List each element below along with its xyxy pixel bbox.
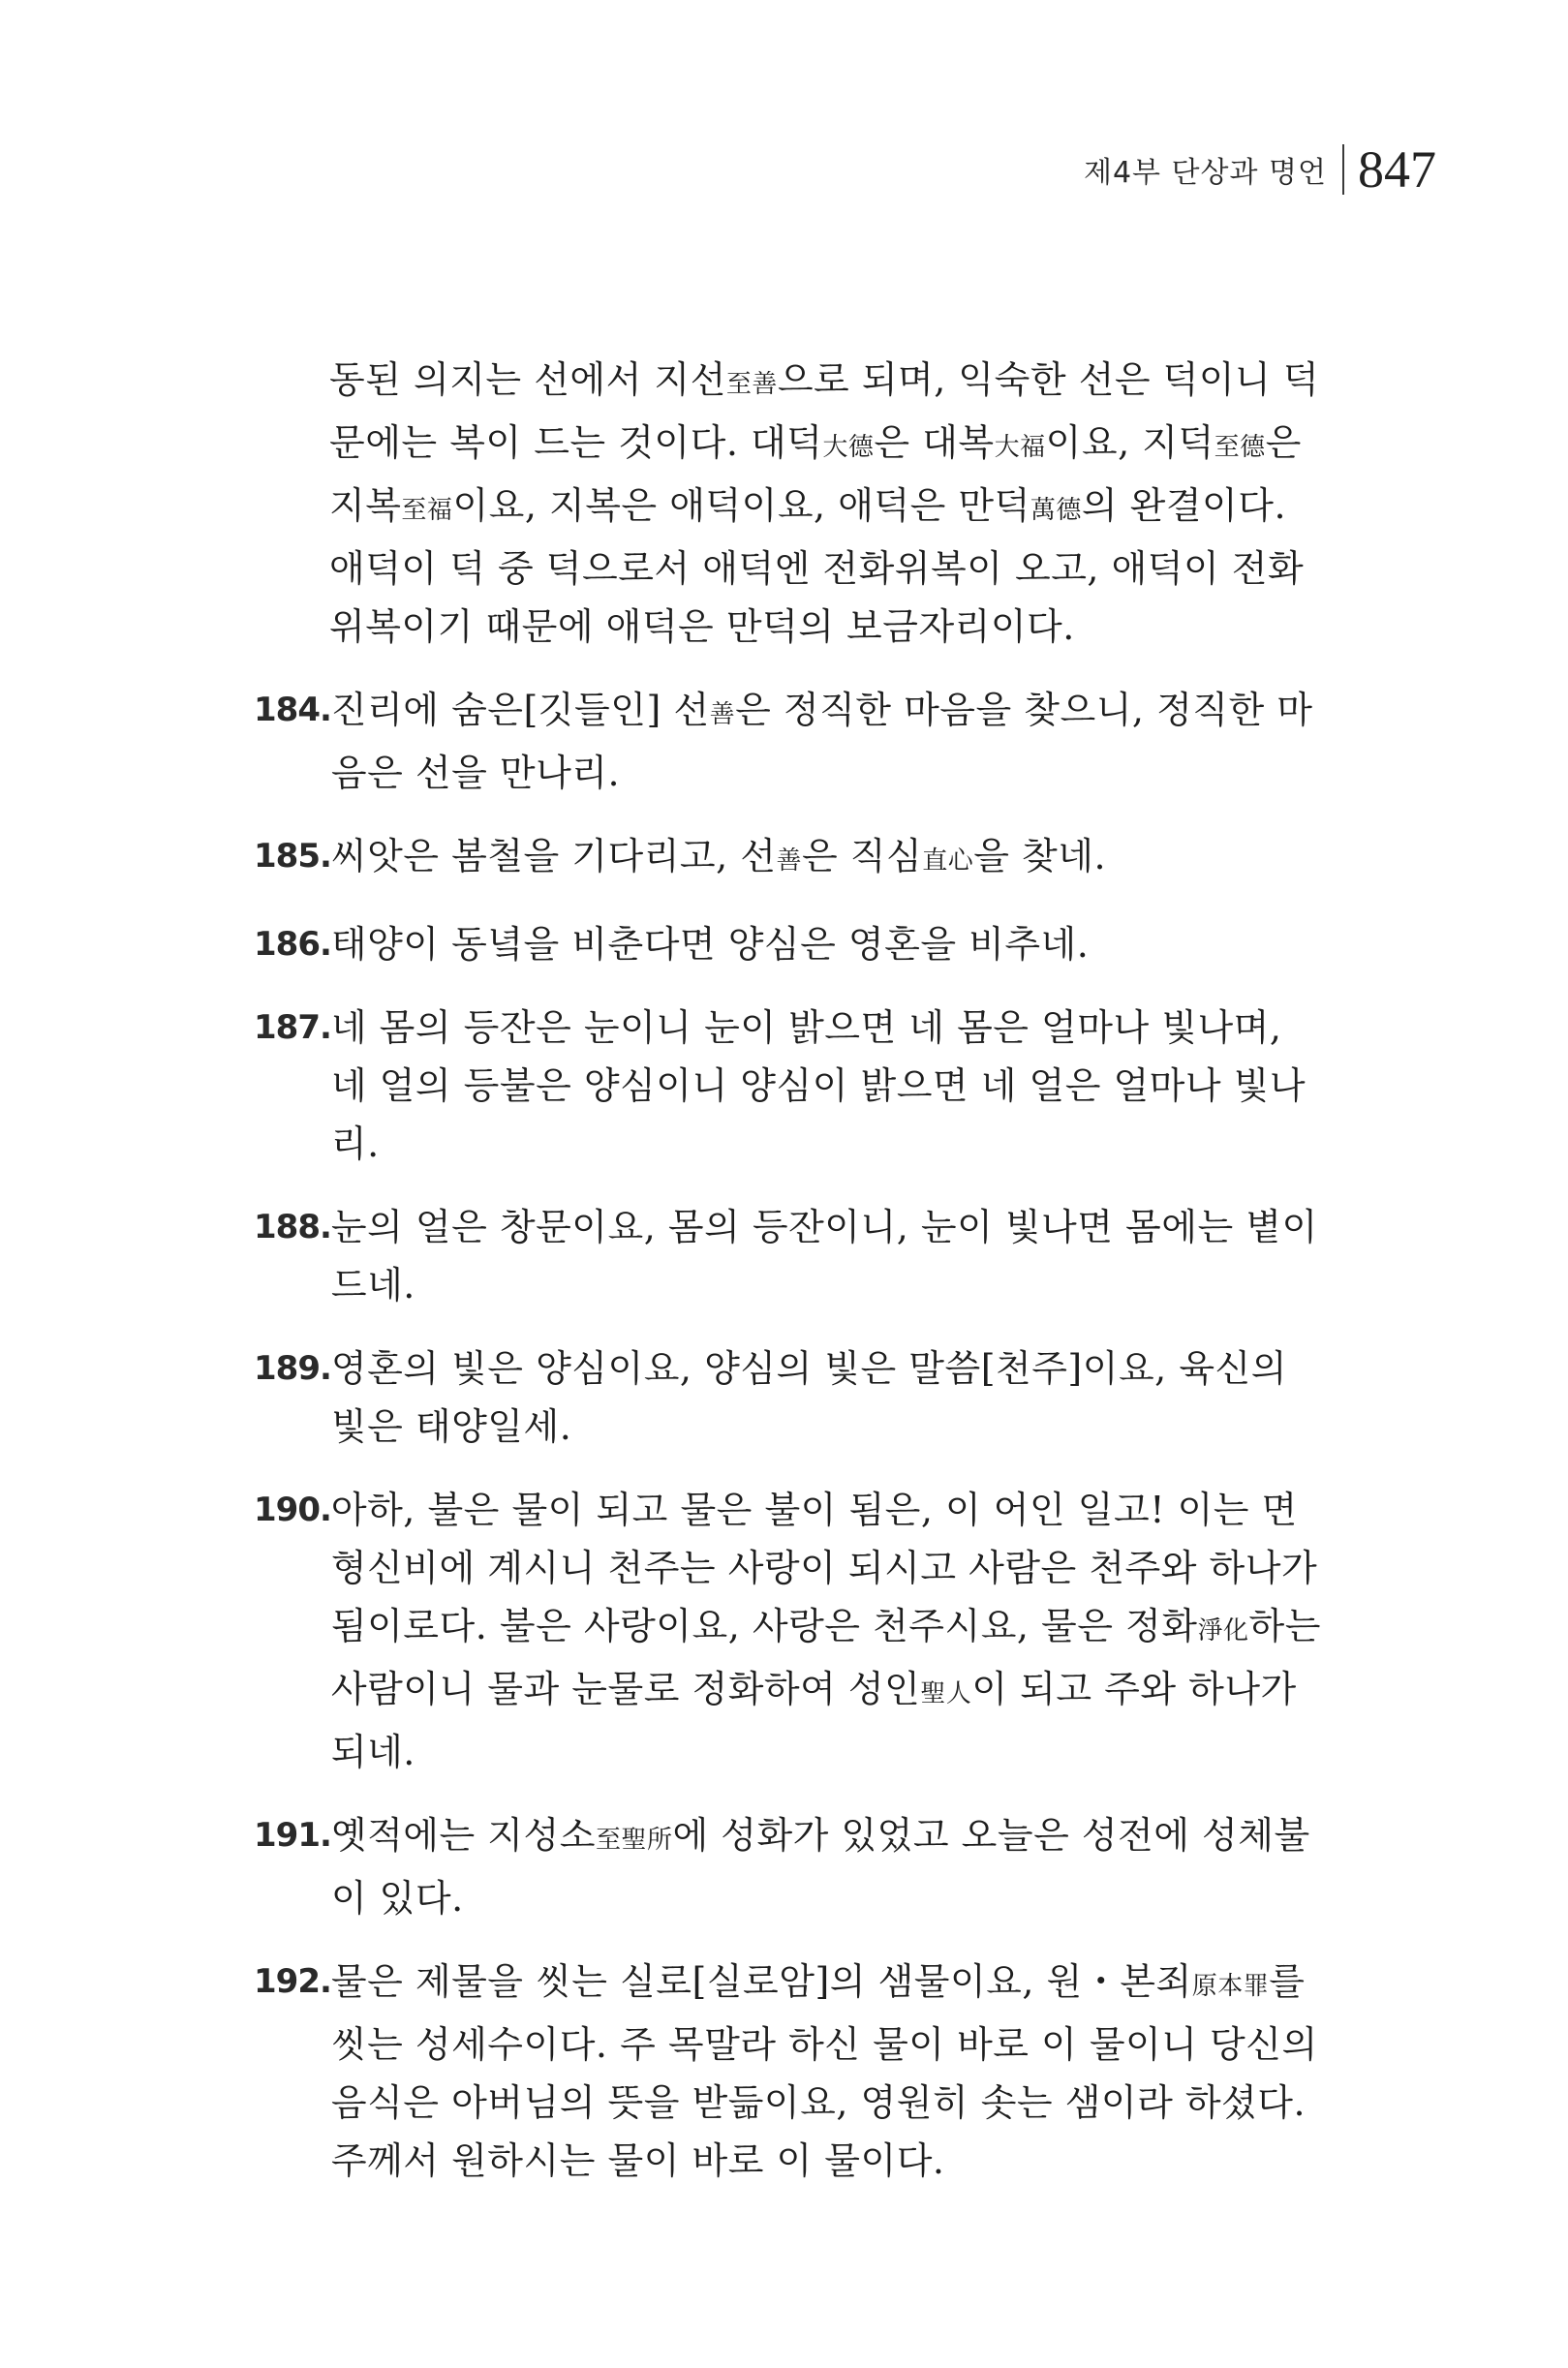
header-divider xyxy=(1342,144,1344,195)
section-title: 제4부 단상과 명언 xyxy=(1083,156,1327,190)
text-run: 이요, 지복은 애덕이요, 애덕은 만덕 xyxy=(452,484,1030,527)
text-run: 이요, 지덕 xyxy=(1045,421,1214,464)
entry-text xyxy=(331,1198,1329,1314)
entry-text xyxy=(331,1339,1329,1456)
entry-text xyxy=(331,681,1329,802)
text-run: 태양이 동녘을 비춘다면 양심은 영혼을 비추네. xyxy=(330,923,1090,966)
text-run: 아하, 불은 물이 되고 물은 불이 됨은, 이 어인 일고! 이는 면형신비에 계시니 천주는 사랑이 되시고 사람은 천주와 하나가 됨이로다. 불은 사랑이요, 사랑은 천주시요, 물은 정화 xyxy=(330,1489,1318,1647)
entry-text xyxy=(331,1806,1329,1927)
text-run: 이 되고 주와 하나가 되네. xyxy=(330,1668,1297,1773)
text-run: 네 몸의 등잔은 눈이니 눈이 밝으면 네 몸은 얼마나 빛나며, 네 얼의 등불은 양심이니 양심이 밝으면 네 얼은 얼마나 빛나리. xyxy=(330,1006,1307,1165)
hanja-gloss: 原本罪 xyxy=(1191,1972,1270,2001)
entry-text xyxy=(331,1481,1329,1781)
text-run: 으로 되며, 익숙한 선은 덕이니 덕문에는 복이 드는 것이다. 대덕 xyxy=(329,358,1320,464)
entry-number: 185. xyxy=(254,837,331,876)
continued-paragraph xyxy=(329,351,1329,656)
text-run: 은 직심 xyxy=(802,835,923,877)
hanja-gloss: 大福 xyxy=(994,433,1046,462)
aphorism-entry xyxy=(254,1198,1329,1314)
text-run: 을 찾네. xyxy=(973,835,1107,877)
page-body xyxy=(254,351,1329,2190)
text-run: 를 씻는 성세수이다. 주 목말라 하신 물이 바로 이 물이니 당신의 음식은 아버님의 뜻을 받듦이요, 영원히 솟는 샘이라 하셨다. 주께서 원하시는 물이 바로 이 물이다. xyxy=(330,1960,1318,2182)
hanja-gloss: 善 xyxy=(776,846,803,876)
text-run: 옛적에는 지성소 xyxy=(330,1814,596,1857)
aphorism-entry xyxy=(254,1953,1329,2190)
text-run: 진리에 숨은[깃들인] 선 xyxy=(330,689,710,731)
aphorism-entry xyxy=(254,827,1329,890)
entry-text xyxy=(331,915,1329,973)
hanja-gloss: 至德 xyxy=(1214,433,1266,462)
entry-number: 190. xyxy=(254,1491,331,1529)
hanja-gloss: 大德 xyxy=(822,433,875,462)
hanja-gloss: 聖人 xyxy=(920,1679,972,1708)
hanja-gloss: 萬德 xyxy=(1030,496,1082,525)
text-run: 물은 제물을 씻는 실로[실로암]의 샘물이요, 원・본죄 xyxy=(330,1960,1192,2003)
text-run: 동된 의지는 선에서 지선 xyxy=(329,358,726,401)
text-run: 은 정직한 마음을 찾으니, 정직한 마음은 선을 만나리. xyxy=(330,689,1313,794)
entry-text xyxy=(331,827,1329,890)
text-run: 눈의 얼은 창문이요, 몸의 등잔이니, 눈이 빛나면 몸에는 볕이 드네. xyxy=(330,1206,1318,1307)
entry-number: 184. xyxy=(254,691,331,729)
aphorism-entry xyxy=(254,681,1329,802)
entry-text xyxy=(331,999,1329,1173)
text-run: 의 완결이다. 애덕이 덕 중 덕으로서 애덕엔 전화위복이 오고, 애덕이 전화위복이기 때문에 애덕은 만덕의 보금자리이다. xyxy=(329,484,1305,648)
hanja-gloss: 至聖所 xyxy=(595,1826,673,1855)
entry-text xyxy=(331,1953,1329,2190)
hanja-gloss: 至福 xyxy=(401,496,453,525)
running-header xyxy=(1083,140,1436,199)
entry-number: 187. xyxy=(254,1008,331,1047)
entry-number: 189. xyxy=(254,1349,331,1388)
text-run: 은 대복 xyxy=(874,421,995,464)
hanja-gloss: 善 xyxy=(709,700,736,729)
entry-number: 186. xyxy=(254,925,331,964)
text-run: 영혼의 빛은 양심이요, 양심의 빛은 말씀[천주]이요, 육신의 빛은 태양일세. xyxy=(330,1347,1287,1448)
aphorism-entry xyxy=(254,1806,1329,1927)
text-run: 씨앗은 봄철을 기다리고, 선 xyxy=(330,835,777,877)
hanja-gloss: 淨化 xyxy=(1197,1616,1249,1645)
text-run: 하는 사람이니 물과 눈물로 정화하여 성인 xyxy=(330,1605,1321,1710)
hanja-gloss: 至善 xyxy=(725,370,778,399)
aphorism-entry xyxy=(254,1339,1329,1456)
aphorism-entry xyxy=(254,999,1329,1173)
entry-number: 192. xyxy=(254,1962,331,2001)
page-number: 847 xyxy=(1358,140,1436,199)
aphorism-entry xyxy=(254,1481,1329,1781)
entry-number: 191. xyxy=(254,1816,331,1855)
text-run: 은 지복 xyxy=(329,421,1302,527)
text-run: 에 성화가 있었고 오늘은 성전에 성체불이 있다. xyxy=(330,1814,1310,1920)
aphorism-list xyxy=(254,681,1329,2190)
aphorism-entry xyxy=(254,915,1329,973)
entry-number: 188. xyxy=(254,1208,331,1246)
hanja-gloss: 直心 xyxy=(922,846,974,876)
